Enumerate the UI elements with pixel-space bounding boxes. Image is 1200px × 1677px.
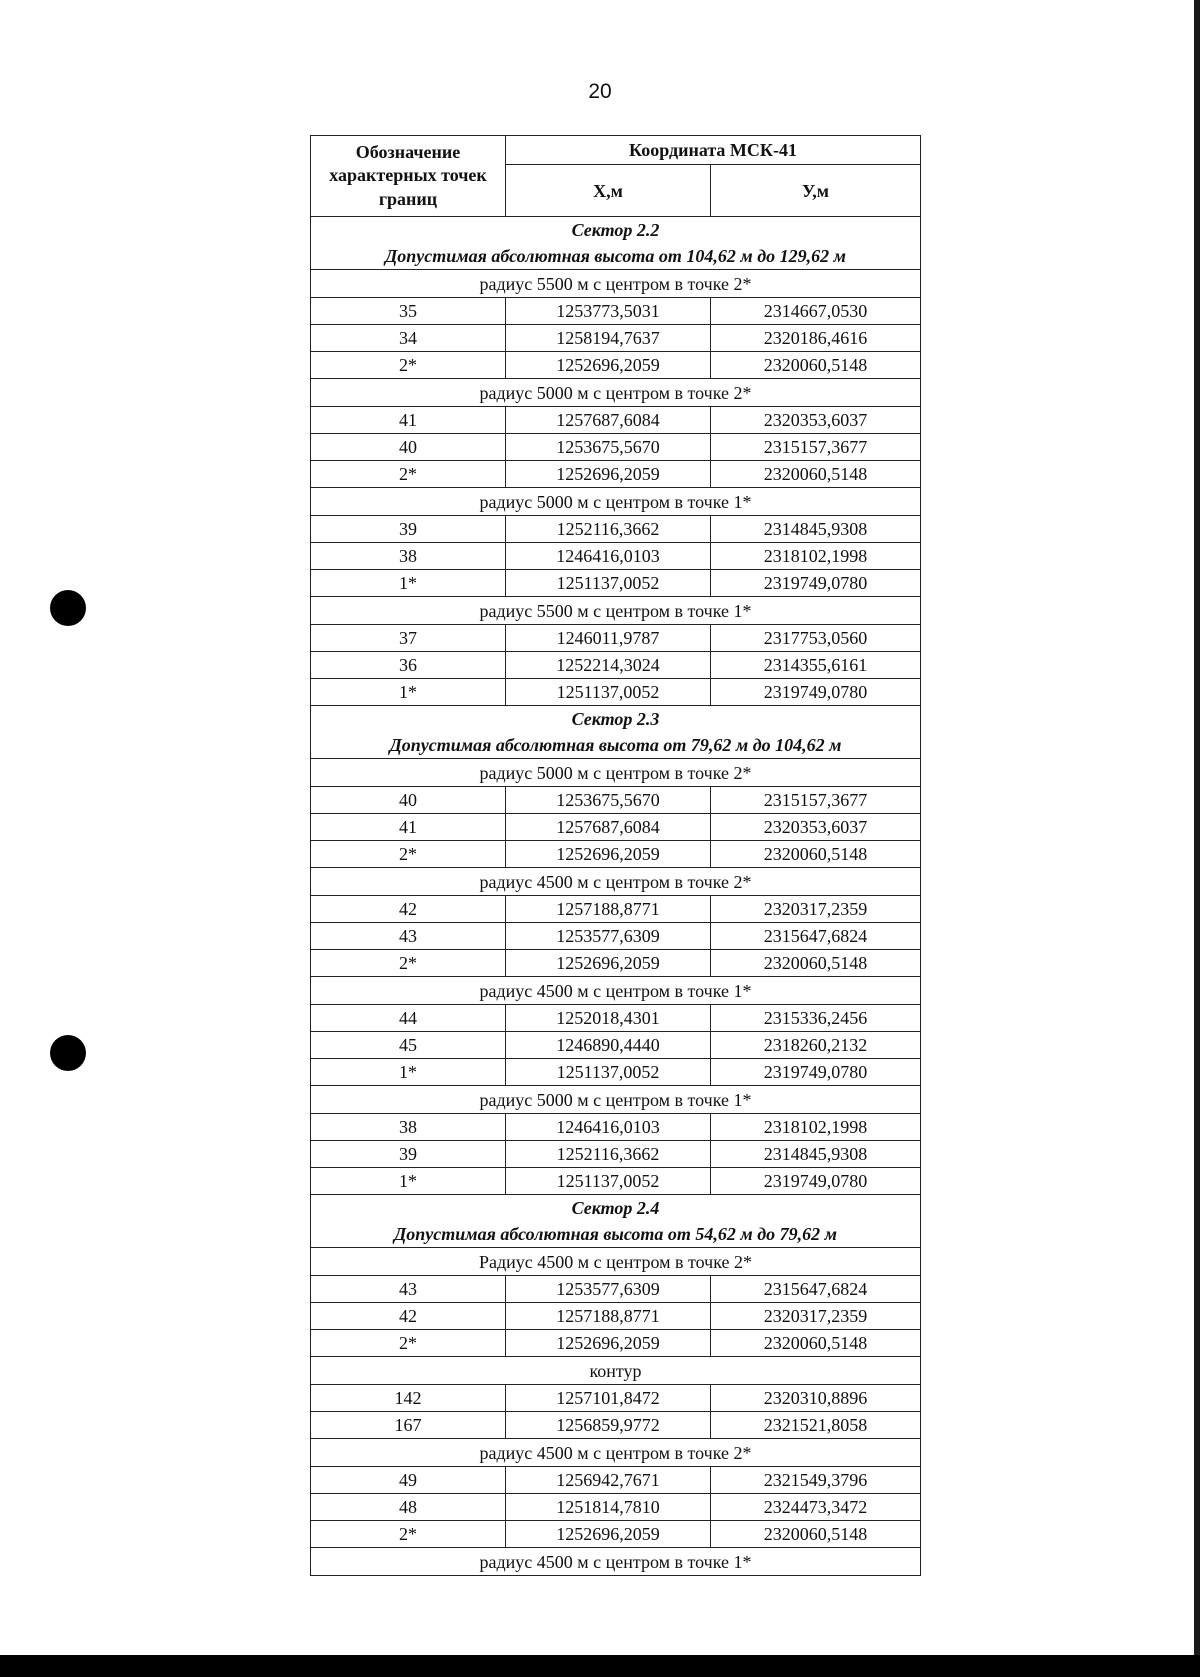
y-coordinate: 2315647,6824 (711, 923, 921, 950)
x-coordinate: 1246890,4440 (506, 1032, 711, 1059)
point-id: 36 (311, 652, 506, 679)
y-coordinate: 2314355,6161 (711, 652, 921, 679)
point-id: 1* (311, 679, 506, 706)
table-row (311, 1521, 921, 1548)
x-coordinate: 1251814,7810 (506, 1494, 711, 1521)
point-id: 44 (311, 1005, 506, 1032)
table-row (311, 461, 921, 488)
x-coordinate: 1252696,2059 (506, 352, 711, 379)
x-coordinate: 1257101,8472 (506, 1385, 711, 1412)
x-coordinate: 1252018,4301 (506, 1005, 711, 1032)
table-row (311, 950, 921, 977)
point-id: 40 (311, 787, 506, 814)
point-id: 2* (311, 1330, 506, 1357)
table-row (311, 1494, 921, 1521)
table-row (311, 325, 921, 352)
y-coordinate: 2315336,2456 (711, 1005, 921, 1032)
group-row (311, 379, 921, 407)
point-id: 38 (311, 543, 506, 570)
y-coordinate: 2314667,0530 (711, 298, 921, 325)
y-coordinate: 2324473,3472 (711, 1494, 921, 1521)
y-coordinate: 2315157,3677 (711, 787, 921, 814)
table-row (311, 1467, 921, 1494)
point-id: 34 (311, 325, 506, 352)
header-y: У,м (711, 165, 921, 217)
group-row (311, 868, 921, 896)
y-coordinate: 2320060,5148 (711, 352, 921, 379)
sector-title: Сектор 2.4 (571, 1198, 660, 1218)
group-label: радиус 5000 м с центром в точке 2* (311, 759, 921, 787)
x-coordinate: 1252116,3662 (506, 516, 711, 543)
sector-heading (311, 217, 921, 270)
point-id: 39 (311, 1141, 506, 1168)
y-coordinate: 2320353,6037 (711, 814, 921, 841)
page-number: 20 (588, 80, 612, 103)
group-label: контур (311, 1357, 921, 1385)
table-row (311, 814, 921, 841)
point-id: 40 (311, 434, 506, 461)
sector-altitude: Допустимая абсолютная высота от 79,62 м до 104,62 м (389, 735, 842, 755)
group-row (311, 270, 921, 298)
x-coordinate: 1253577,6309 (506, 1276, 711, 1303)
table-row (311, 1276, 921, 1303)
group-label: радиус 5500 м с центром в точке 2* (311, 270, 921, 298)
group-row (311, 1248, 921, 1276)
group-label: радиус 5500 м с центром в точке 1* (311, 597, 921, 625)
y-coordinate: 2315647,6824 (711, 1276, 921, 1303)
point-id: 42 (311, 1303, 506, 1330)
table-row (311, 1330, 921, 1357)
table-row (311, 679, 921, 706)
table-row (311, 298, 921, 325)
y-coordinate: 2320060,5148 (711, 950, 921, 977)
sector-row (311, 217, 921, 270)
y-coordinate: 2318102,1998 (711, 1114, 921, 1141)
y-coordinate: 2319749,0780 (711, 1059, 921, 1086)
x-coordinate: 1253577,6309 (506, 923, 711, 950)
group-row (311, 1357, 921, 1385)
x-coordinate: 1251137,0052 (506, 679, 711, 706)
y-coordinate: 2320186,4616 (711, 325, 921, 352)
group-row (311, 597, 921, 625)
y-coordinate: 2318260,2132 (711, 1032, 921, 1059)
group-row (311, 488, 921, 516)
table-row (311, 352, 921, 379)
table-row (311, 1032, 921, 1059)
x-coordinate: 1257687,6084 (506, 814, 711, 841)
table-row (311, 1059, 921, 1086)
y-coordinate: 2321521,8058 (711, 1412, 921, 1439)
table-row (311, 841, 921, 868)
x-coordinate: 1252696,2059 (506, 950, 711, 977)
group-label: Радиус 4500 м с центром в точке 2* (311, 1248, 921, 1276)
y-coordinate: 2319749,0780 (711, 679, 921, 706)
point-id: 39 (311, 516, 506, 543)
y-coordinate: 2318102,1998 (711, 543, 921, 570)
y-coordinate: 2317753,0560 (711, 625, 921, 652)
table-row (311, 787, 921, 814)
point-id: 43 (311, 1276, 506, 1303)
table-row (311, 625, 921, 652)
x-coordinate: 1257687,6084 (506, 407, 711, 434)
table-row (311, 1114, 921, 1141)
sector-altitude: Допустимая абсолютная высота от 54,62 м до 79,62 м (393, 1224, 838, 1244)
table-row (311, 434, 921, 461)
table-row (311, 1303, 921, 1330)
sector-heading (311, 1195, 921, 1248)
group-row (311, 1548, 921, 1576)
group-label: радиус 5000 м с центром в точке 1* (311, 1086, 921, 1114)
x-coordinate: 1252214,3024 (506, 652, 711, 679)
y-coordinate: 2319749,0780 (711, 570, 921, 597)
x-coordinate: 1253773,5031 (506, 298, 711, 325)
scan-edge-bottom (0, 1655, 1200, 1677)
x-coordinate: 1256859,9772 (506, 1412, 711, 1439)
y-coordinate: 2314845,9308 (711, 516, 921, 543)
group-label: радиус 4500 м с центром в точке 1* (311, 977, 921, 1005)
point-id: 2* (311, 352, 506, 379)
point-id: 2* (311, 461, 506, 488)
table-row (311, 896, 921, 923)
x-coordinate: 1252116,3662 (506, 1141, 711, 1168)
table-row (311, 1005, 921, 1032)
table-row (311, 1385, 921, 1412)
x-coordinate: 1246416,0103 (506, 1114, 711, 1141)
point-id: 2* (311, 950, 506, 977)
point-id: 41 (311, 407, 506, 434)
y-coordinate: 2320060,5148 (711, 1330, 921, 1357)
table-row (311, 1168, 921, 1195)
table-row (311, 652, 921, 679)
x-coordinate: 1252696,2059 (506, 841, 711, 868)
x-coordinate: 1256942,7671 (506, 1467, 711, 1494)
header-coordinate-system: Координата МСК-41 (506, 136, 921, 165)
table-body (311, 217, 921, 1576)
sector-row (311, 1195, 921, 1248)
header-x: Х,м (506, 165, 711, 217)
sector-altitude: Допустимая абсолютная высота от 104,62 м до 129,62 м (384, 246, 847, 266)
y-coordinate: 2320353,6037 (711, 407, 921, 434)
group-row (311, 1086, 921, 1114)
point-id: 167 (311, 1412, 506, 1439)
punch-hole (50, 590, 86, 626)
point-id: 43 (311, 923, 506, 950)
group-label: радиус 5000 м с центром в точке 1* (311, 488, 921, 516)
y-coordinate: 2320317,2359 (711, 896, 921, 923)
header-designation: Обозначение характерных точек границ (311, 136, 506, 217)
table-row (311, 570, 921, 597)
y-coordinate: 2320060,5148 (711, 1521, 921, 1548)
y-coordinate: 2320310,8896 (711, 1385, 921, 1412)
table-row (311, 407, 921, 434)
group-label: радиус 4500 м с центром в точке 1* (311, 1548, 921, 1576)
point-id: 38 (311, 1114, 506, 1141)
table-row (311, 543, 921, 570)
y-coordinate: 2315157,3677 (711, 434, 921, 461)
x-coordinate: 1257188,8771 (506, 896, 711, 923)
sector-heading (311, 706, 921, 759)
x-coordinate: 1246011,9787 (506, 625, 711, 652)
point-id: 49 (311, 1467, 506, 1494)
table-row (311, 516, 921, 543)
x-coordinate: 1257188,8771 (506, 1303, 711, 1330)
point-id: 35 (311, 298, 506, 325)
y-coordinate: 2319749,0780 (711, 1168, 921, 1195)
point-id: 37 (311, 625, 506, 652)
point-id: 42 (311, 896, 506, 923)
punch-hole (50, 1035, 86, 1071)
scan-edge (1194, 0, 1200, 1677)
point-id: 142 (311, 1385, 506, 1412)
x-coordinate: 1252696,2059 (506, 461, 711, 488)
point-id: 2* (311, 841, 506, 868)
point-id: 48 (311, 1494, 506, 1521)
group-row (311, 977, 921, 1005)
x-coordinate: 1252696,2059 (506, 1330, 711, 1357)
x-coordinate: 1252696,2059 (506, 1521, 711, 1548)
group-label: радиус 4500 м с центром в точке 2* (311, 1439, 921, 1467)
sector-row (311, 706, 921, 759)
group-row (311, 759, 921, 787)
y-coordinate: 2321549,3796 (711, 1467, 921, 1494)
coordinates-table (310, 135, 921, 1576)
y-coordinate: 2320317,2359 (711, 1303, 921, 1330)
sector-title: Сектор 2.3 (571, 709, 660, 729)
y-coordinate: 2320060,5148 (711, 461, 921, 488)
group-row (311, 1439, 921, 1467)
x-coordinate: 1253675,5670 (506, 434, 711, 461)
point-id: 1* (311, 570, 506, 597)
point-id: 2* (311, 1521, 506, 1548)
table-row (311, 1412, 921, 1439)
y-coordinate: 2314845,9308 (711, 1141, 921, 1168)
sector-title: Сектор 2.2 (571, 220, 660, 240)
x-coordinate: 1246416,0103 (506, 543, 711, 570)
x-coordinate: 1253675,5670 (506, 787, 711, 814)
x-coordinate: 1251137,0052 (506, 1168, 711, 1195)
point-id: 45 (311, 1032, 506, 1059)
table-row (311, 1141, 921, 1168)
point-id: 41 (311, 814, 506, 841)
point-id: 1* (311, 1059, 506, 1086)
group-label: радиус 4500 м с центром в точке 2* (311, 868, 921, 896)
y-coordinate: 2320060,5148 (711, 841, 921, 868)
x-coordinate: 1258194,7637 (506, 325, 711, 352)
table-row (311, 923, 921, 950)
group-label: радиус 5000 м с центром в точке 2* (311, 379, 921, 407)
x-coordinate: 1251137,0052 (506, 1059, 711, 1086)
x-coordinate: 1251137,0052 (506, 570, 711, 597)
point-id: 1* (311, 1168, 506, 1195)
